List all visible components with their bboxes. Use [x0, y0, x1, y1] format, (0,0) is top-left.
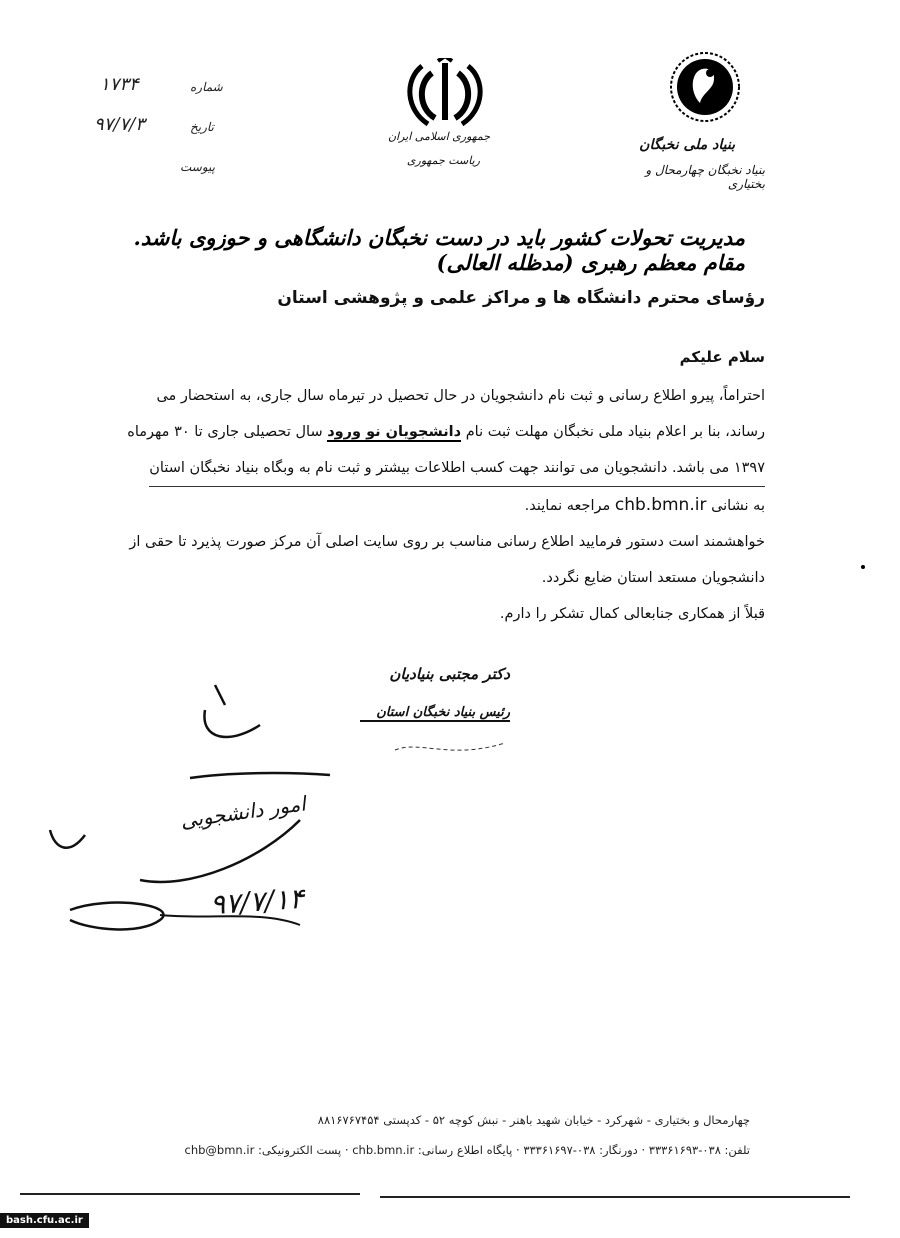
gov-line-2: ریاست جمهوری — [406, 154, 480, 167]
body-line-3: ۱۳۹۷ می باشد. دانشجویان می توانند جهت کسب اطلاعات بیشتر و ثبت نام به وبگاه بنیاد نخبگان استان — [149, 450, 765, 487]
addressee: رؤسای محترم دانشگاه ها و مراکز علمی و پژوهشی استان — [277, 288, 765, 308]
margin-dot — [861, 565, 865, 569]
source-tag[interactable]: bash.cfu.ac.ir — [0, 1213, 89, 1228]
letter-date-value: ۹۷/۷/۳ — [94, 114, 145, 135]
body-line-2 — [125, 414, 765, 450]
signature-block — [370, 655, 530, 765]
body-line-6: دانشجویان مستعد استان ضایع نگردد. — [541, 570, 765, 586]
body-line-2-end: سال تحصیلی جاری تا ۳۰ مهرماه — [127, 424, 328, 440]
handwritten-referral — [30, 680, 350, 950]
letter-attachment-label: پیوست — [180, 160, 215, 174]
referral-date: ۹۷/۷/۱۴ — [208, 881, 306, 922]
body-line-2-start: رساند، بنا بر اعلام بنیاد ملی نخبگان مهلت ثبت نام — [461, 424, 765, 440]
body-line-7: قبلاً از همکاری جنابعالی کمال تشکر را دارم. — [499, 606, 765, 622]
footer-rule-left — [20, 1193, 360, 1195]
letter-number-value: ۱۷۳۴ — [100, 74, 139, 95]
gov-line-1: جمهوری اسلامی ایران — [387, 130, 490, 143]
foundation-emblem-icon — [640, 45, 765, 135]
body-line-4-suffix: مراجعه نمایند. — [524, 498, 611, 514]
body-line-5: خواهشمند است دستور فرمایید اطلاع رسانی مناسب بر روی سایت اصلی آن مرکز صورت پذیرد تا حقی از — [129, 534, 765, 550]
foundation-line-2: بنیاد نخبگان چهارمحال و بختیاری — [645, 163, 765, 191]
signature-scribble-icon — [390, 735, 510, 760]
leader-quote-text: مدیریت تحولات کشور باید در دست نخبگان دانشگاهی و حوزوی باشد. — [133, 225, 745, 250]
letter-meta — [90, 72, 223, 182]
signer-name: دکتر مجتبی بنیادیان — [389, 665, 510, 683]
leader-quote — [133, 225, 745, 275]
footer-rule-right — [380, 1196, 850, 1198]
leader-quote-attribution: مقام معظم رهبری (مدظله العالی) — [436, 250, 745, 275]
letter-body — [125, 378, 765, 632]
website-link[interactable]: chb.bmn.ir — [614, 495, 707, 515]
body-line-2-bold: دانشجویان نو ورود — [327, 424, 462, 440]
foundation-line-1: بنیاد ملی نخبگان — [639, 137, 735, 153]
signer-title: رئیس بنیاد نخبگان استان — [360, 705, 510, 722]
body-line-4 — [125, 487, 765, 524]
iran-emblem — [387, 58, 490, 178]
letter-date-label: تاریخ — [190, 120, 214, 134]
footer-address: چهارمحال و بختیاری - شهرکرد - خیابان شهید باهنر - نبش کوچه ۵۲ - کدپستی ۸۸۱۶۷۶۷۴۵۴ — [317, 1113, 750, 1127]
body-line-4-prefix: به نشانی — [711, 498, 765, 514]
footer-contacts: تلفن: ۰۳۸-۳۳۳۶۱۶۹۳ · دورنگار: ۰۳۸-۳۳۳۶۱۶۹۷ · پایگاه اطلاع رسانی: chb.bmn.ir · پست الکترونیکی: chb@bmn.ir — [184, 1143, 750, 1157]
letter-number-label: شماره — [190, 80, 223, 94]
iran-emblem-icon — [400, 58, 490, 128]
greeting: سلام علیکم — [679, 348, 765, 366]
foundation-logo — [640, 45, 765, 195]
body-line-1: احتراماً، پیرو اطلاع رسانی و ثبت نام دانشجویان در حال تحصیل در تیرماه سال جاری، به استحضار می — [156, 388, 765, 404]
referral-note: امور دانشجویی — [178, 791, 308, 833]
